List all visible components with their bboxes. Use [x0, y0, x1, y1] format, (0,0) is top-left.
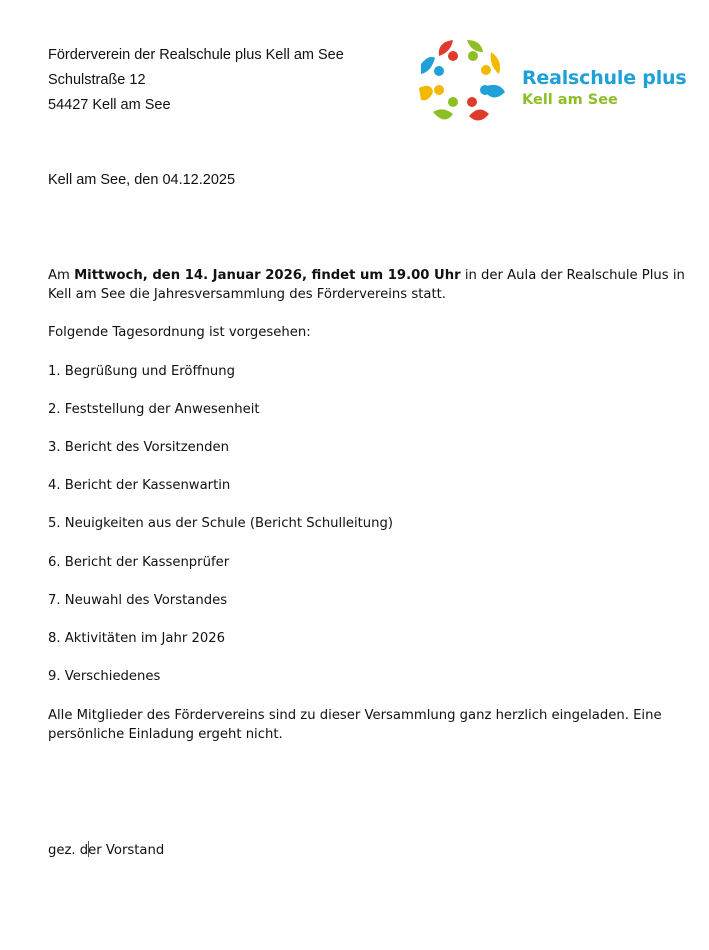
signature[interactable]	[48, 841, 668, 860]
agenda-item: 3. Bericht des Vorsitzenden	[48, 440, 229, 455]
sender-line-3: 54427 Kell am See	[48, 97, 171, 113]
sender-line-2: Schulstraße 12	[48, 72, 146, 88]
signature-text-end: er Vorstand	[88, 843, 165, 858]
people-circle-logo-icon	[415, 34, 511, 128]
sender-line-1: Förderverein der Realschule plus Kell am See	[48, 47, 344, 63]
intro-line-2: Kell am See die Jahresversammlung des Fördervereins statt.	[48, 287, 446, 302]
agenda-item: 1. Begrüßung und Eröffnung	[48, 364, 236, 379]
closing-paragraph	[48, 706, 668, 744]
intro-bold-date: Mittwoch, den 14. Januar 2026, findet um 19.00 Uhr	[74, 268, 461, 283]
agenda-item: 4. Bericht der Kassenwartin	[48, 478, 231, 493]
intro-text-2: in der Aula der Realschule Plus in	[460, 268, 685, 283]
school-logo	[415, 34, 685, 128]
intro-line-1	[48, 266, 685, 285]
agenda-item: 6. Bericht der Kassenprüfer	[48, 555, 230, 570]
closing-line-2: persönliche Einladung ergeht nicht.	[48, 727, 283, 742]
closing-line-1: Alle Mitglieder des Fördervereins sind zu dieser Versammlung ganz herzlich eingeladen. Eine	[48, 708, 662, 723]
agenda-item: 8. Aktivitäten im Jahr 2026	[48, 631, 226, 646]
agenda-item: 9. Verschiedenes	[48, 669, 161, 684]
agenda-item: 5. Neuigkeiten aus der Schule (Bericht Schulleitung)	[48, 516, 394, 531]
agenda-item: 7. Neuwahl des Vorstandes	[48, 593, 228, 608]
agenda-title: Folgende Tagesordnung ist vorgesehen:	[48, 325, 311, 340]
logo-school-name: Realschule plus	[522, 67, 687, 89]
sender-address	[48, 43, 344, 118]
agenda-item: 2. Feststellung der Anwesenheit	[48, 402, 260, 417]
intro-paragraph	[48, 266, 685, 304]
signature-text-start: gez. d	[48, 843, 89, 858]
intro-text-1: Am	[48, 268, 75, 283]
place-date: Kell am See, den 04.12.2025	[48, 172, 236, 188]
logo-school-place: Kell am See	[522, 92, 618, 108]
